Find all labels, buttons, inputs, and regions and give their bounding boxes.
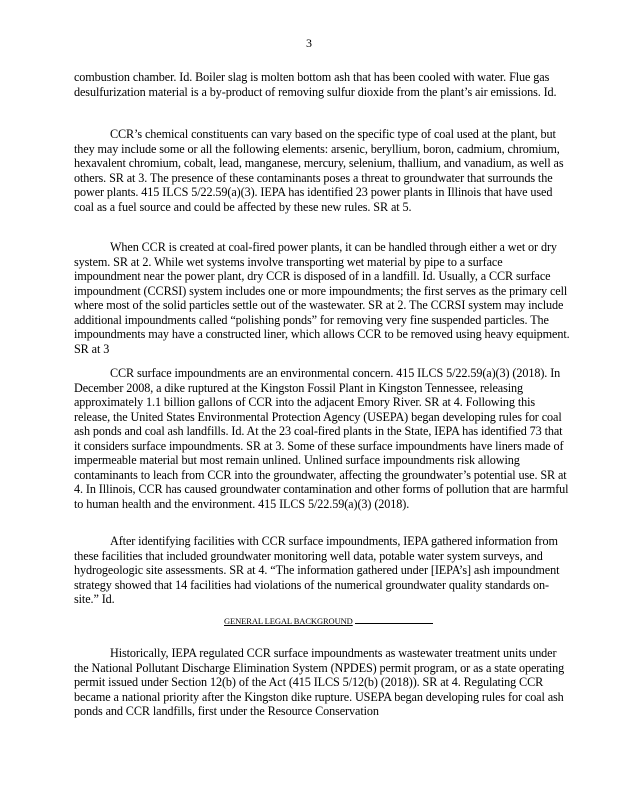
paragraph: Historically, IEPA regulated CCR surface impoundments as wastewater treatment units under the National Pollutant Discharge Elimination System (NPDES) permit program, or as a state operating permit issued under Section 12(b) of the Act (415 ILCS 5/12(b) (2018)). SR at 4. Regulating CCR became a national priority after the Kingston dike rupture. USEPA began developing rules for coal ash ponds and CCR landfills, first under the Resource Conservation (74, 646, 565, 718)
paragraph-3-block (74, 240, 570, 356)
paragraph: When CCR is created at coal-fired power plants, it can be handled through either a wet or dry system. SR at 2. While wet systems involve transporting wet material by pipe to a surface impoundment near the power plant, dry CCR is disposed of in a landfill. Id. Usually, a CCR surface impoundment (CCRSI) system includes one or more impoundments; the first serves as the primary cell where most of the solid particles settle out of the wastewater. SR at 2. The CCRSI system may include additional impoundments called “polishing ponds” for removing very fine suspended particles. The impoundments may have a constructed liner, which allows CCR to be removed using heavy equipment. SR at 3 (74, 240, 570, 356)
heading-underline (355, 622, 433, 624)
paragraph-1-block (74, 70, 570, 99)
paragraph: CCR’s chemical constituents can vary based on the specific type of coal used at the plant, but they may include some or all the following elements: arsenic, beryllium, boron, cadmium, chromium, hexavalent chromium, cobalt, lead, manganese, mercury, selenium, thallium, and vanadium, as well as others. SR at 3. The presence of these contaminants poses a threat to groundwater that surrounds the power plants. 415 ILCS 5/22.59(a)(3). IEPA has identified 23 power plants in Illinois that have used coal as a fuel source and could be affected by these new rules. SR at 5. (74, 127, 564, 214)
paragraph-4-block (74, 366, 570, 511)
paragraph-6-block (74, 646, 570, 719)
page-number: 3 (306, 36, 312, 50)
paragraph-5-block (74, 534, 570, 607)
paragraph: CCR surface impoundments are an environmental concern. 415 ILCS 5/22.59(a)(3) (2018). In December 2008, a dike ruptured at the Kingston Fossil Plant in Kingston Tennessee, releasing approximately 1.1 billion gallons of CCR into the adjacent Emory River. SR at 4. Following this release, the United States Environmental Protection Agency (USEPA) began developing rules for coal ash ponds and coal ash landfills. Id. At the 23 coal-fired plants in the State, IEPA has identified 73 that it considers surface impoundments. SR at 3. Some of these surface impoundments have liners made of impermeable material but most remain unlined. Unlined surface impoundments risk allowing contaminants to leach from CCR into the groundwater, affecting the groundwater’s potential use. SR at 4. In Illinois, CCR has caused groundwater contamination and other forms of pollution that are harmful to human health and the environment. 415 ILCS 5/22.59(a)(3) (2018). (74, 366, 569, 511)
section-heading-text: GENERAL LEGAL BACKGROUND (224, 616, 353, 626)
paragraph-2-block (74, 127, 570, 214)
section-heading (224, 616, 433, 626)
paragraph: combustion chamber. Id. Boiler slag is molten bottom ash that has been cooled with water. Flue gas desulfurization material is a by-product of removing sulfur dioxide from the plant’s air emissions. Id. (74, 70, 557, 99)
paragraph: After identifying facilities with CCR surface impoundments, IEPA gathered information from these facilities that included groundwater monitoring well data, potable water system surveys, and hydrogeologic site assessments. SR at 4. “The information gathered under [IEPA’s] ash impoundment strategy showed that 14 facilities had violations of the numerical groundwater quality standards on-site.” Id. (74, 534, 560, 606)
